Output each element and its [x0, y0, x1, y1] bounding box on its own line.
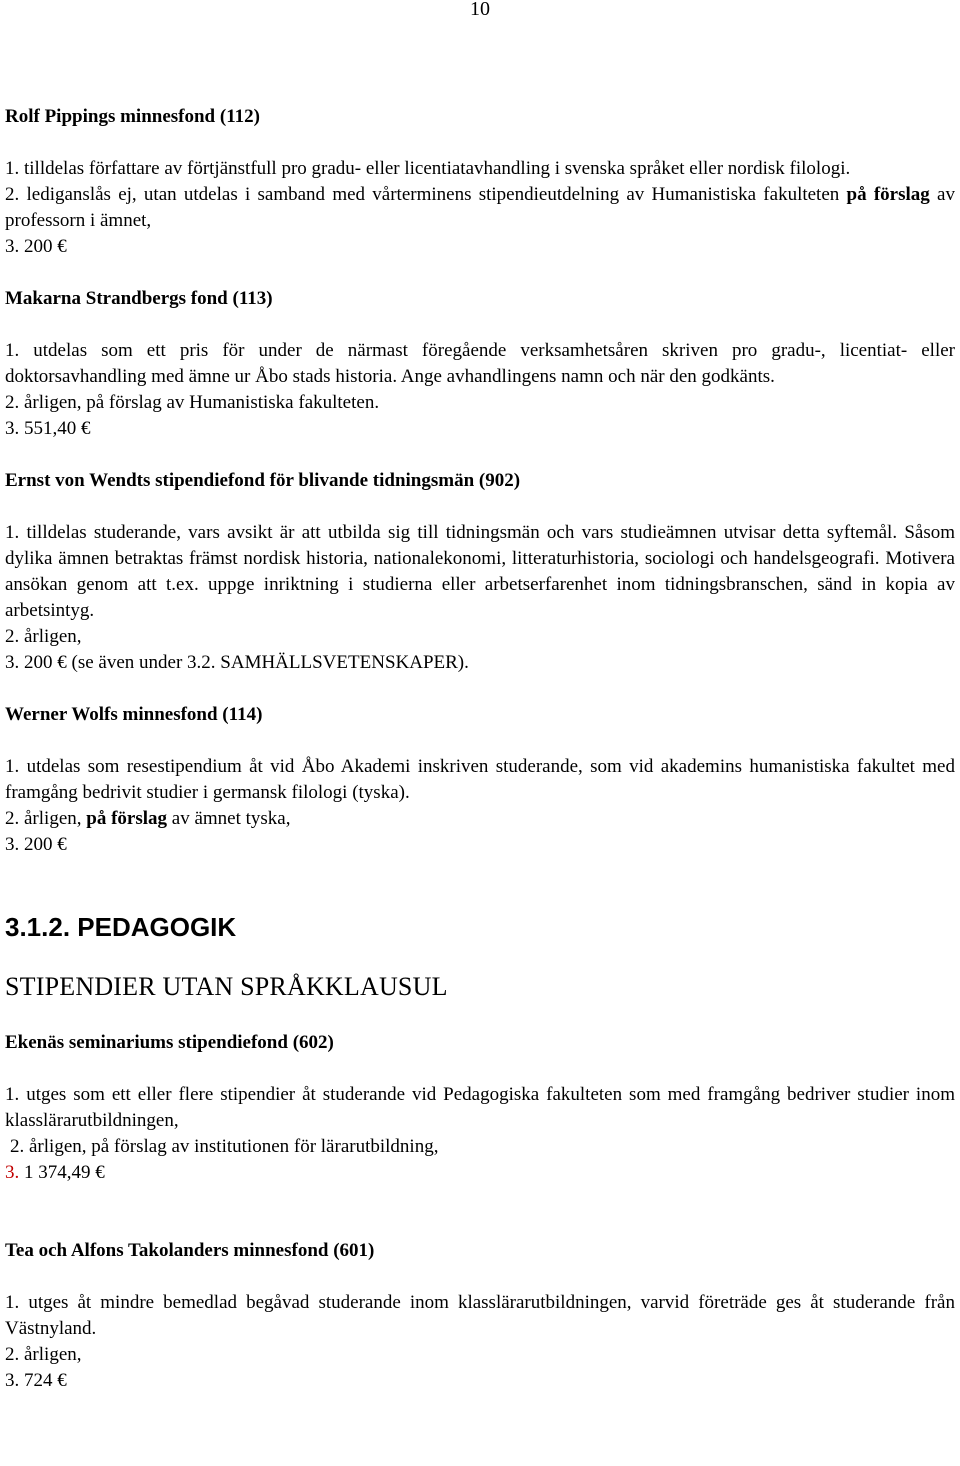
- item-text: 2. lediganslås ej, utan utdelas i samband med vårterminens stipendieutdelning av Humanistiska fakulteten: [5, 184, 847, 205]
- item-bold-text: på förslag: [86, 808, 168, 829]
- fund-item-1: 1. tilldelas studerande, vars avsikt är att utbilda sig till tidningsmän och vars studieämnen utvisar detta syftemål. Såsom dylika ämnen betraktas främst nordisk historia, nationalekonomi, litteraturhistoria, sociologi och handelsgeografi. Motivera ansökan genom att t.ex. uppge inriktning i studierna eller arbetserfarenhet inom tidningsbranschen, sänd in kopia av arbetsintyg.: [5, 522, 955, 621]
- fund-item-1: 1. utdelas som resestipendium åt vid Åbo Akademi inskriven studerande, som vid akademins humanistiska fakultet med framgång bedrivit studier i germansk filologi (tyska).: [5, 756, 955, 803]
- fund-item-1: 1. utdelas som ett pris för under de närmast föregående verksamhetsåren skriven pro gradu-, licentiat- eller doktorsavhandling med ämne ur Åbo stads historia. Ange avhandlingens namn och när den godkänts.: [5, 340, 955, 387]
- item-number: 3.: [5, 1162, 20, 1183]
- fund-item-3: [5, 1160, 955, 1186]
- spacer: [5, 312, 955, 338]
- spacer: [5, 442, 955, 468]
- fund-item-3: 3. 200 € (se även under 3.2. SAMHÄLLSVETENSKAPER).: [5, 652, 469, 673]
- spacer: [5, 494, 955, 520]
- spacer: [5, 1056, 955, 1082]
- item-text: av ämnet tyska,: [167, 808, 291, 829]
- fund-heading-rolf: Rolf Pippings minnesfond (112): [5, 106, 260, 127]
- fund-item-2: 2. årligen,: [5, 626, 82, 647]
- spacer: [5, 676, 955, 702]
- spacer: [5, 858, 955, 910]
- section-subtitle: STIPENDIER UTAN SPRÅKKLAUSUL: [5, 972, 448, 1001]
- fund-heading-ekenas: Ekenäs seminariums stipendiefond (602): [5, 1032, 334, 1053]
- fund-item-2: [5, 806, 955, 832]
- fund-heading-makarna: Makarna Strandbergs fond (113): [5, 288, 273, 309]
- spacer: [5, 1186, 955, 1238]
- item-text: 2. årligen,: [5, 808, 87, 829]
- fund-heading-takolander: Tea och Alfons Takolanders minnesfond (601): [5, 1240, 375, 1261]
- fund-heading-werner: Werner Wolfs minnesfond (114): [5, 704, 263, 725]
- fund-item-3: 3. 724 €: [5, 1370, 67, 1391]
- page-number: 10: [470, 0, 490, 20]
- item-bold-text: på förslag: [846, 184, 930, 205]
- fund-item-1: 1. utges som ett eller flere stipendier åt studerande vid Pedagogiska fakulteten som med framgång bedriver studier inom klasslärarutbildningen,: [5, 1084, 955, 1131]
- fund-item-3: 3. 551,40 €: [5, 418, 91, 439]
- fund-item-2: 2. årligen, på förslag av Humanistiska fakulteten.: [5, 392, 380, 413]
- spacer: [5, 728, 955, 754]
- section-heading: 3.1.2. PEDAGOGIK: [5, 912, 237, 942]
- document-body: [5, 104, 955, 1394]
- spacer: [5, 130, 955, 156]
- fund-item-2: [5, 182, 955, 234]
- fund-heading-wendt: Ernst von Wendts stipendiefond för blivande tidningsmän (902): [5, 470, 521, 491]
- fund-item-2: 2. årligen,: [5, 1344, 82, 1365]
- item-text: av professorn i ämnet,: [5, 184, 955, 231]
- spacer: [5, 1264, 955, 1290]
- fund-item-1: 1. utges åt mindre bemedlad begåvad studerande inom klasslärarutbildningen, varvid företräde ges åt studerande från Västnyland.: [5, 1292, 955, 1339]
- spacer: [5, 944, 955, 970]
- fund-item-3: 3. 200 €: [5, 834, 67, 855]
- fund-item-2: 2. årligen, på förslag av institutionen för lärarutbildning,: [10, 1136, 439, 1157]
- item-text: 1 374,49 €: [19, 1162, 105, 1183]
- fund-item-3: 3. 200 €: [5, 236, 67, 257]
- spacer: [5, 260, 955, 286]
- fund-item-1: 1. tilldelas författare av förtjänstfull pro gradu- eller licentiatavhandling i svenska språket eller nordisk filologi.: [5, 158, 851, 179]
- spacer: [5, 1004, 955, 1030]
